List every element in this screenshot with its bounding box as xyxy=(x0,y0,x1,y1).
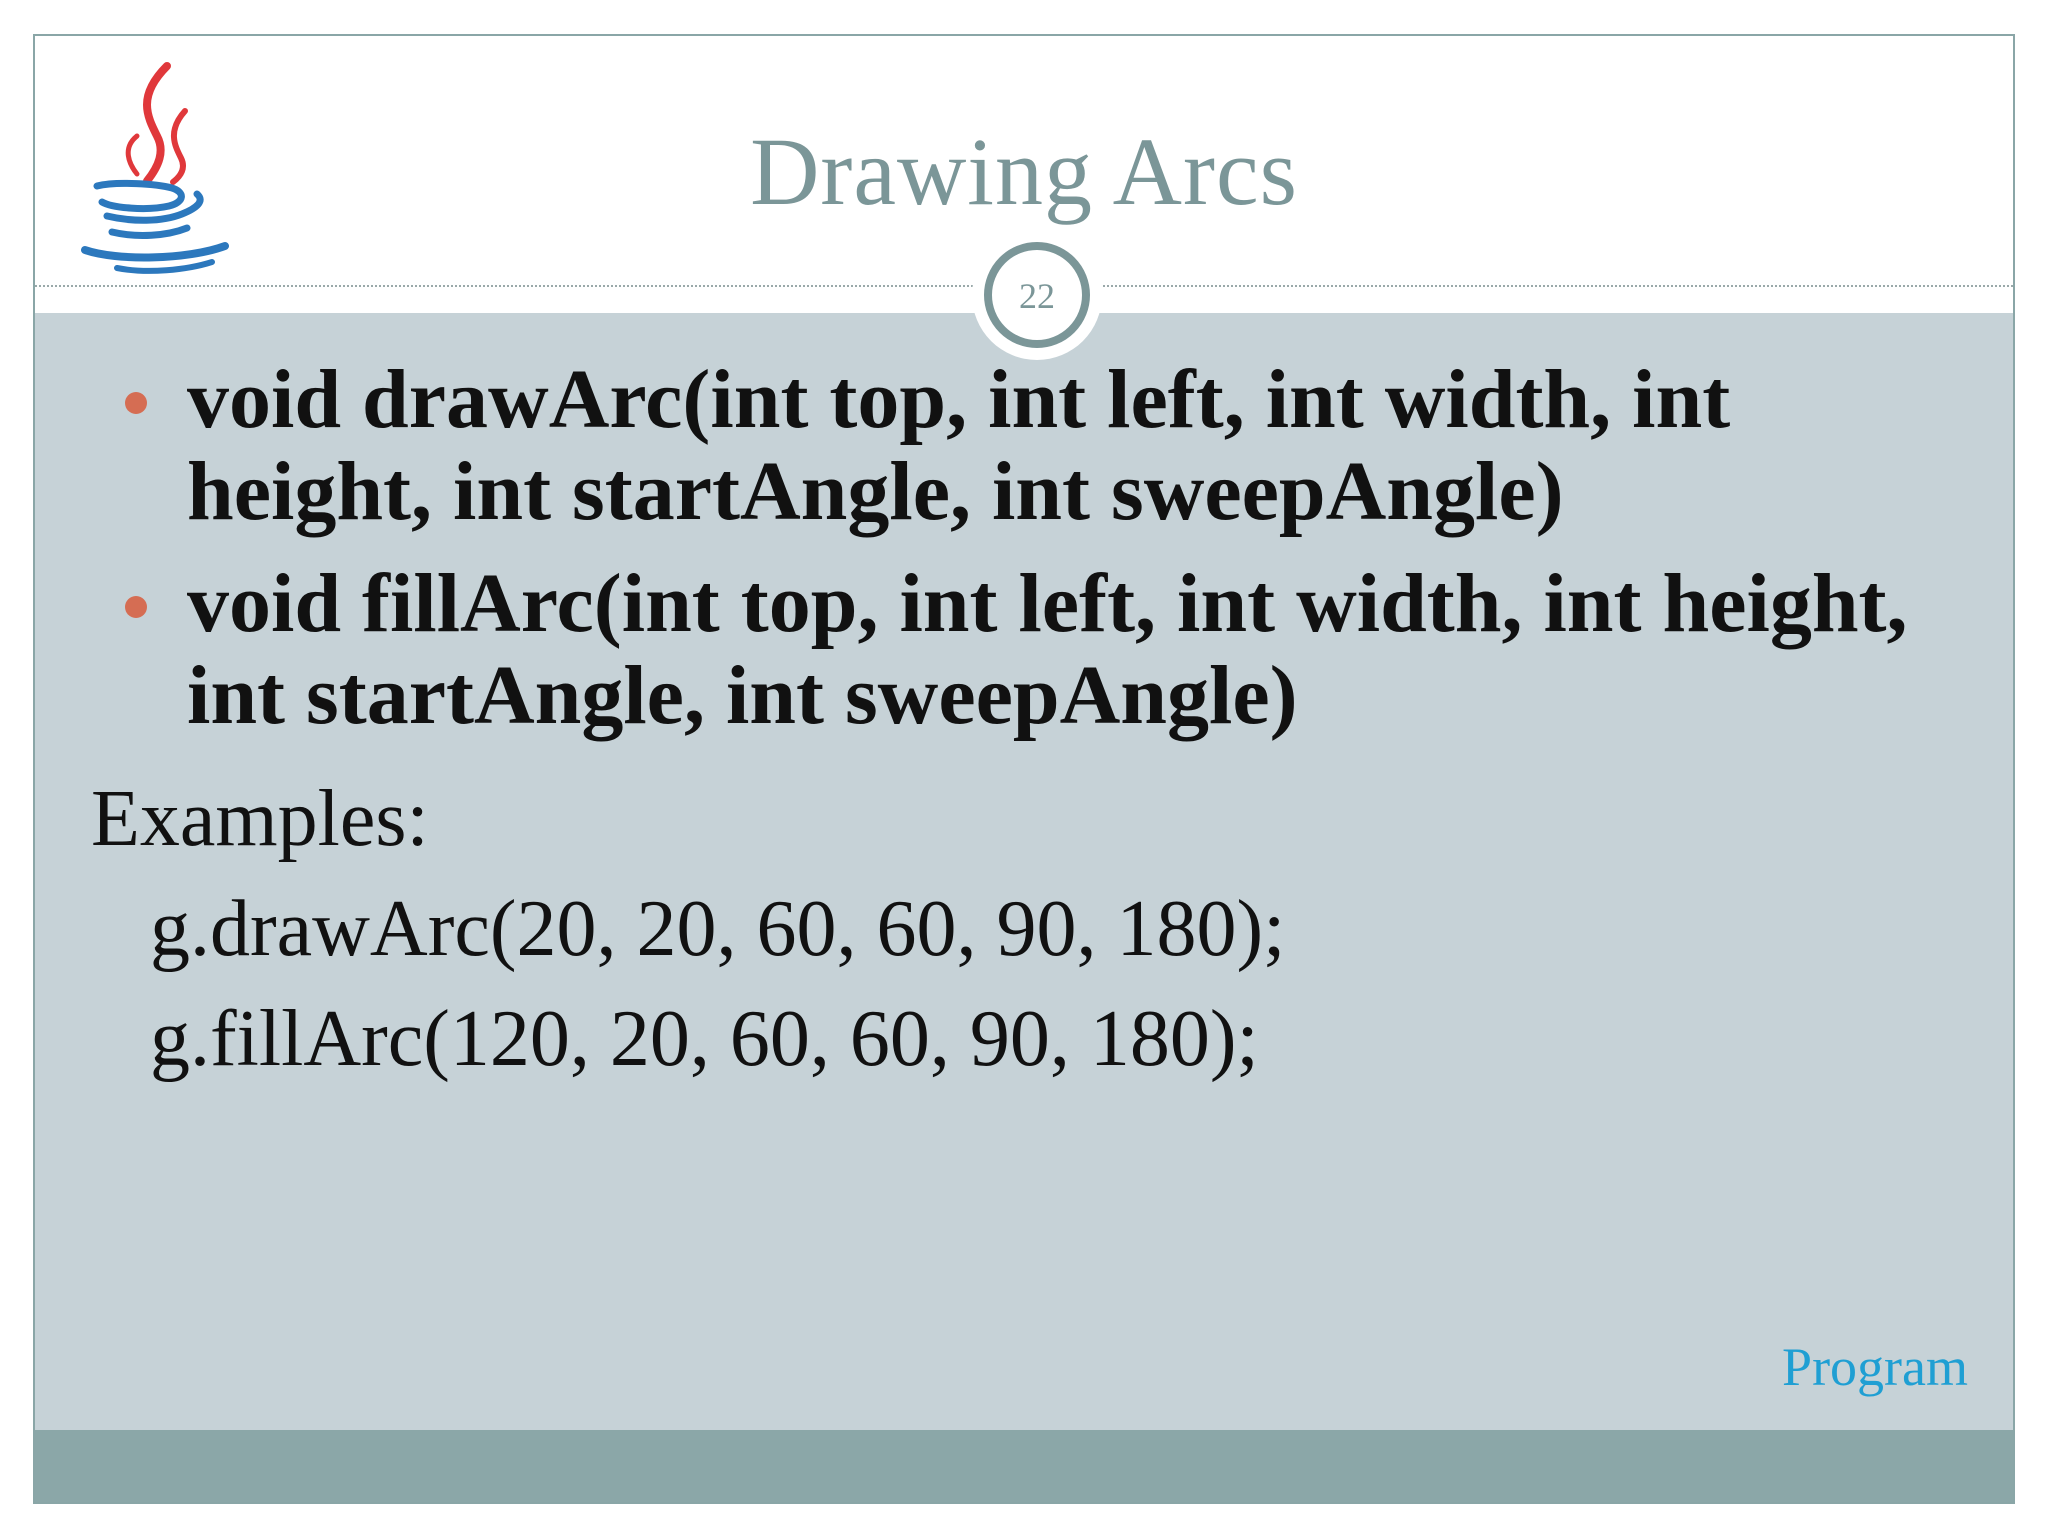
slide-number-badge xyxy=(972,230,1102,360)
bullet-item-fillarc xyxy=(89,558,1969,742)
slide xyxy=(33,34,2015,1504)
bullet-item-drawarc xyxy=(89,354,1969,538)
bullet-text: void fillArc(int top, int left, int width, int height, int startAngle, int sweepAngle) xyxy=(187,557,1908,742)
page-title: Drawing Arcs xyxy=(750,118,1298,225)
bullet-list xyxy=(89,354,1969,762)
code-line-drawarc: g.drawArc(20, 20, 60, 60, 90, 180); xyxy=(150,885,1286,973)
examples-label: Examples: xyxy=(91,775,429,863)
slide-number: 22 xyxy=(1019,276,1055,316)
bullet-text: void drawArc(int top, int left, int width, int height, int startAngle, int sweepAngle) xyxy=(187,353,1731,538)
program-link[interactable]: Program xyxy=(1782,1337,1968,1397)
code-line-fillarc: g.fillArc(120, 20, 60, 60, 90, 180); xyxy=(150,995,1259,1083)
footer-band xyxy=(35,1430,2013,1502)
bullet-dot xyxy=(125,596,147,618)
slide-number-ring xyxy=(984,242,1090,348)
bullet-dot xyxy=(125,392,147,414)
